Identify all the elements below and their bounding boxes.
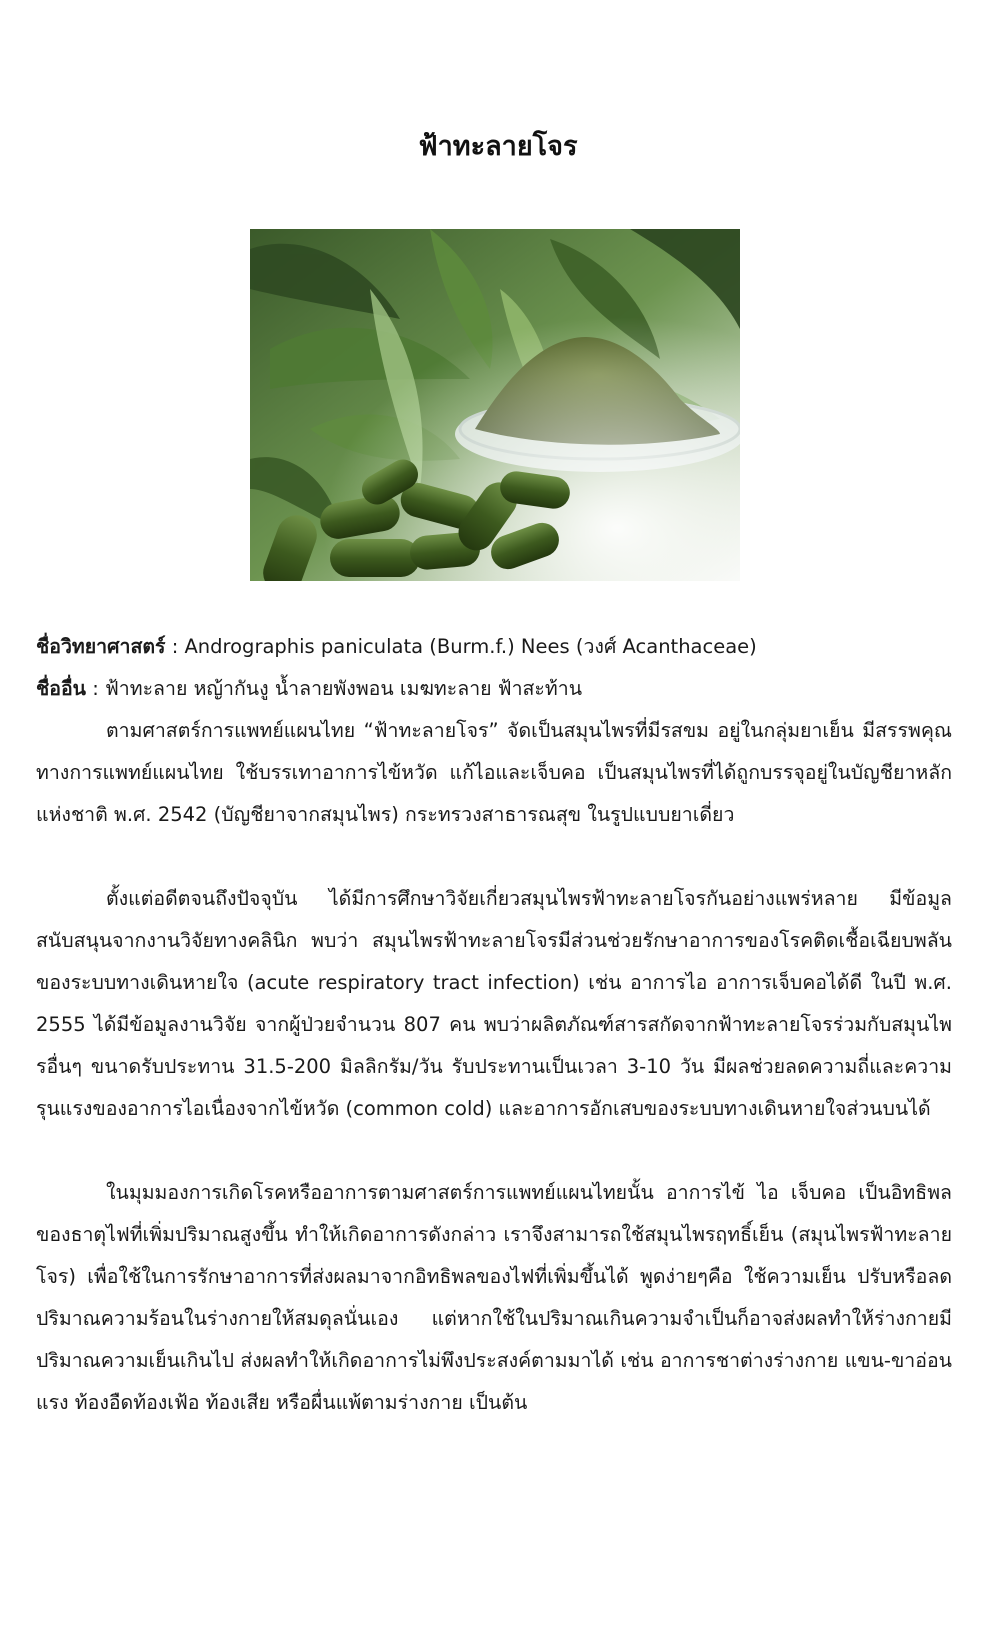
article-body bbox=[36, 626, 952, 1424]
paragraph-element-theory: ในมุมมองการเกิดโรคหรืออาการตามศาสตร์การแพทย์แผนไทยนั้น อาการไข้ ไอ เจ็บคอ เป็นอิทธิพลของธาตุไฟที่เพิ่มปริมาณสูงขึ้น ทำให้เกิดอาการดังกล่าว เราจึงสามารถใช้สมุนไพรฤทธิ์เย็น (สมุนไพรฟ้าทะลายโจร) เพื่อใช้ในการรักษาอาการที่ส่งผลมาจากอิทธิพลของไฟที่เพิ่มขึ้นได้ พูดง่ายๆคือ ใช้ความเย็น ปรับหรือลดปริมาณความร้อนในร่างกายให้สมดุลนั่นเอง แต่หากใช้ในปริมาณเกินความจำเป็นก็อาจส่งผลทำให้ร่างกายมีปริมาณความเย็นเกินไป ส่งผลทำให้เกิดอาการไม่พึงประสงค์ตามมาได้ เช่น อาการชาต่างร่างกาย แขน-ขาอ่อนแรง ท้องอืดท้องเฟ้อ ท้องเสีย หรือผื่นแพ้ตามร่างกาย เป็นต้น bbox=[36, 1181, 952, 1414]
paragraph-gap bbox=[36, 836, 952, 878]
herb-photo bbox=[250, 229, 740, 581]
paragraph-gap bbox=[36, 1130, 952, 1172]
other-names-value: : ฟ้าทะลาย หญ้ากันงู น้ำลายพังพอน เมฆทะลาย ฟ้าสะท้าน bbox=[86, 677, 583, 700]
other-names-label: ชื่ออื่น bbox=[36, 677, 86, 700]
scientific-name-value: : Andrographis paniculata (Burm.f.) Nees (วงศ์ Acanthaceae) bbox=[165, 635, 757, 658]
paragraph-thai-medicine: ตามศาสตร์การแพทย์แผนไทย “ฟ้าทะลายโจร” จัดเป็นสมุนไพรที่มีรสขม อยู่ในกลุ่มยาเย็น มีสรรพคุณทางการแพทย์แผนไทย ใช้บรรเทาอาการไข้หวัด แก้ไอและเจ็บคอ เป็นสมุนไพรที่ได้ถูกบรรจุอยู่ในบัญชียาหลักแห่งชาติ พ.ศ. 2542 (บัญชียาจากสมุนไพร) กระทรวงสาธารณสุข ในรูปแบบยาเดี่ยว bbox=[36, 719, 952, 826]
scientific-name-line bbox=[36, 626, 952, 668]
page-title: ฟ้าทะลายโจร bbox=[418, 131, 578, 162]
herb-photo-illustration bbox=[250, 229, 740, 581]
scientific-name-label: ชื่อวิทยาศาสตร์ bbox=[36, 635, 166, 658]
other-names-line bbox=[36, 668, 952, 710]
paragraph-research: ตั้งแต่อดีตจนถึงปัจจุบัน ได้มีการศึกษาวิจัยเกี่ยวสมุนไพรฟ้าทะลายโจรกันอย่างแพร่หลาย มีข้อมูลสนับสนุนจากงานวิจัยทางคลินิก พบว่า สมุนไพรฟ้าทะลายโจรมีส่วนช่วยรักษาอาการของโรคติดเชื้อเฉียบพลันของระบบทางเดินหายใจ (acute respiratory tract infection) เช่น อาการไอ อาการเจ็บคอได้ดี ในปี พ.ศ. 2555 ได้มีข้อมูลงานวิจัย จากผู้ป่วยจำนวน 807 คน พบว่าผลิตภัณฑ์สารสกัดจากฟ้าทะลายโจรร่วมกับสมุนไพรอื่นๆ ขนาดรับประทาน 31.5-200 มิลลิกรัม/วัน รับประทานเป็นเวลา 3-10 วัน มีผลช่วยลดความถี่และความรุนแรงของอาการไอเนื่องจากไข้หวัด (common cold) และอาการอักเสบของระบบทางเดินหายใจส่วนบนได้ bbox=[36, 887, 952, 1120]
